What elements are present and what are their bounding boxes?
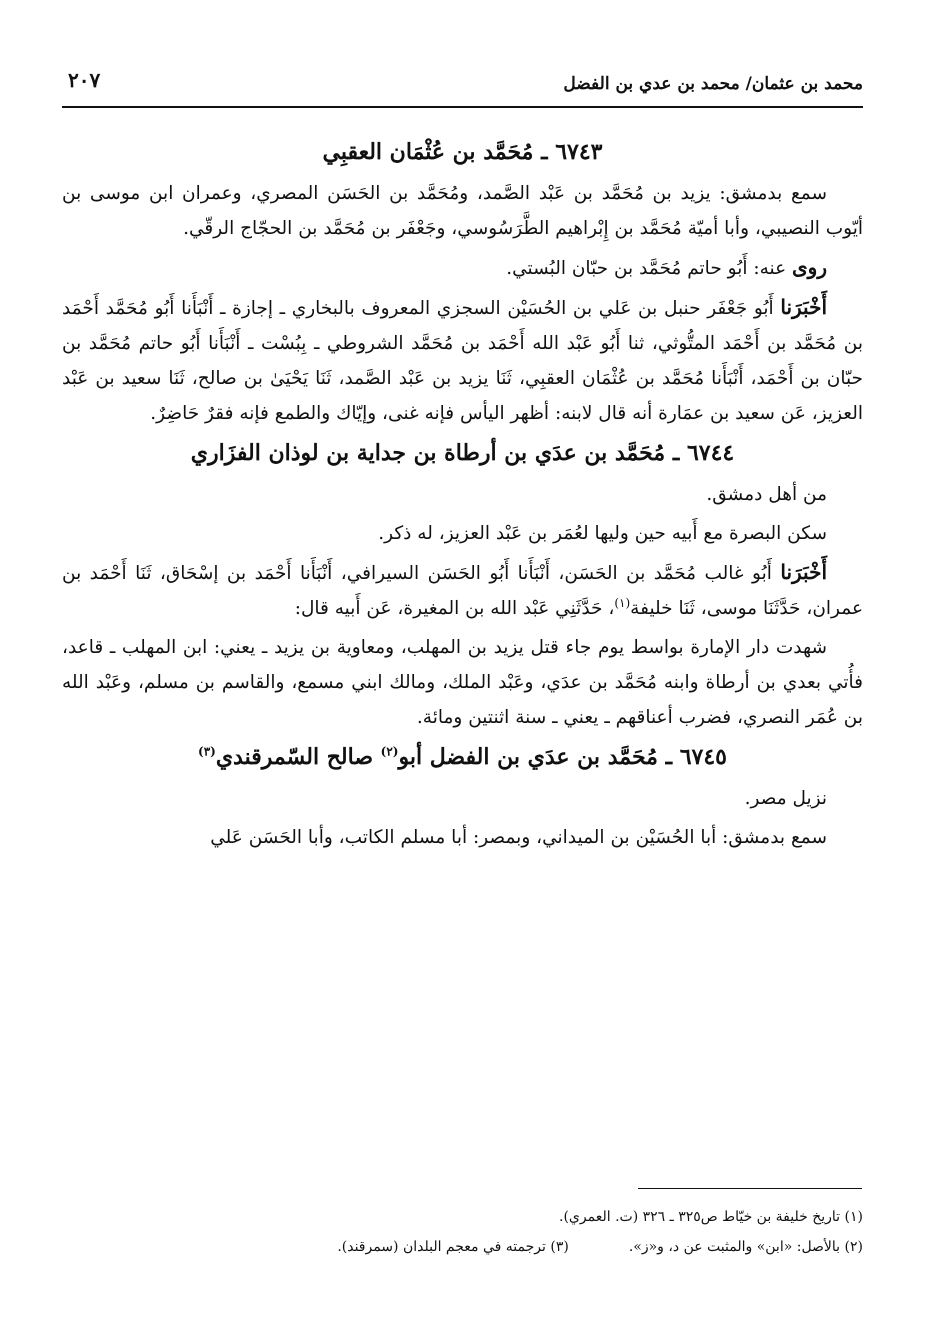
paragraph: سمع بدمشق: أبا الحُسَيْن بن الميداني، وبمصر: أبا مسلم الكاتب، وأبا الحَسَن عَلي: [210, 827, 827, 848]
paragraph-text: أَبُو جَعْفَر حنبل بن عَلي بن الحُسَيْن السجزي المعروف بالبخاري ـ إجازة ـ أَنْبَأَنا أَبُو مُحَمَّد أَحْمَد بن مُحَمَّد بن أَحْمَد المتُّوثي، ثنا أَبُو عَبْد الله أَحْمَد بن مُحَمَّد الشروطي ـ بِبُسْت ـ أَنْبَأَنا أَبُو حاتم مُحَمَّد بن حبّان بن أَحْمَد، أَنْبَأَنا مُحَمَّد بن عُثْمَان العقبِي، ثَنَا يزيد بن عَبْد الصَّمد، ثَنَا يَحْيَىٰ بن صالح، ثَنَا سعيد بن عَبْد العزيز، عَن سعيد بن عمَارة أنه قال لابنه: أظهر اليأس فإنه غنى، وإيّاك والطمع فإنه فقرٌ حَاضِرٌ.: [62, 298, 863, 424]
footnote-marker[interactable]: (٣): [198, 744, 216, 759]
paragraph: سكن البصرة مع أَبيه حين وليها لعُمَر بن عَبْد العزيز، له ذكر.: [378, 523, 827, 544]
page-header: [62, 60, 863, 106]
paragraph-text: ، حَدَّثَنِي عَبْد الله بن المغيرة، عَن أَبيه قال:: [294, 598, 615, 619]
paragraph: [62, 250, 863, 286]
paragraph: من أهل دمشق.: [706, 484, 827, 505]
lead-word: روى: [792, 255, 827, 279]
header-rule: [62, 106, 863, 108]
entry-title-6743: ٦٧٤٣ ـ مُحَمَّد بن عُثْمَان العقبِي: [322, 139, 603, 165]
paragraph-text: عنه: أَبُو حاتم مُحَمَّد بن حبّان البُستي.: [506, 258, 793, 279]
page-number: ٢٠٧: [68, 68, 101, 92]
footnote-1: (١) تاريخ خليفة بن خيّاط ص٣٢٥ ـ ٣٢٦ (ت. العمري).: [559, 1209, 863, 1225]
footnote-marker[interactable]: (١): [614, 595, 631, 610]
footnote-2: (٢) بالأصل: «ابن» والمثبت عن د، و«ز».: [628, 1239, 863, 1255]
title-text: صالح السّمرقندي: [215, 744, 381, 770]
lead-word: أَخْبَرَنا: [780, 295, 827, 319]
title-text: ٦٧٤٥ ـ مُحَمَّد بن عدَي بن الفضل أبو: [398, 744, 727, 770]
paragraph-text: أَبُو غالب مُحَمَّد بن الحَسَن، أَنْبَأَنا أَبُو الحَسَن السيرافي، أَنْبَأَنا أَحْمَد بن إسْحَاق، ثَنَا أَحْمَد بن عمران، حَدَّثَنَا موسى، ثَنَا خليفة: [62, 563, 863, 619]
page-body: [62, 132, 863, 859]
paragraph: شهدت دار الإمارة بواسط يوم جاء قتل يزيد بن المهلب، ومعاوية بن يزيد ـ يعني: ابن المهلب ـ قاعد، فأُتي بعدي بن أرطاة وابنه مُحَمَّد بن عدَي، وعَبْد الملك، ومالك ابني مسمع، والقاسم بن مسلم، وعَبْد الله بن عُمَر النصري، فضرب أعناقهم ـ يعني ـ سنة اثنتين ومائة.: [62, 637, 863, 728]
paragraph: نزيل مصر.: [744, 788, 827, 809]
entry-title-6744: ٦٧٤٤ ـ مُحَمَّد بن عدَي بن أرطاة بن جداية بن لوذان الفزَاري: [190, 440, 735, 466]
entry-title-6745: [62, 739, 863, 775]
paragraph: [62, 290, 863, 431]
footnotes: [62, 1202, 863, 1262]
paragraph: [62, 555, 863, 626]
footnote-row: [62, 1202, 863, 1232]
footnote-3: (٣) ترجمته في معجم البلدان (سمرقند).: [337, 1239, 569, 1255]
footnote-rule: [638, 1188, 862, 1189]
footnote-marker[interactable]: (٢): [380, 744, 399, 759]
footnote-row: [62, 1232, 863, 1262]
lead-word: أَخْبَرَنا: [780, 560, 827, 584]
paragraph: سمع بدمشق: يزيد بن مُحَمَّد بن عَبْد الصَّمد، ومُحَمَّد بن الحَسَن المصري، وعمران ابن موسى بن أيّوب النصيبي، وأبا أميّة مُحَمَّد بن إِبْراهيم الطَّرَسُوسي، وجَعْفَر بن مُحَمَّد بن الحجّاج الرقّي.: [62, 183, 863, 239]
running-title: محمد بن عثمان/ محمد بن عدي بن الفضل: [563, 74, 863, 94]
